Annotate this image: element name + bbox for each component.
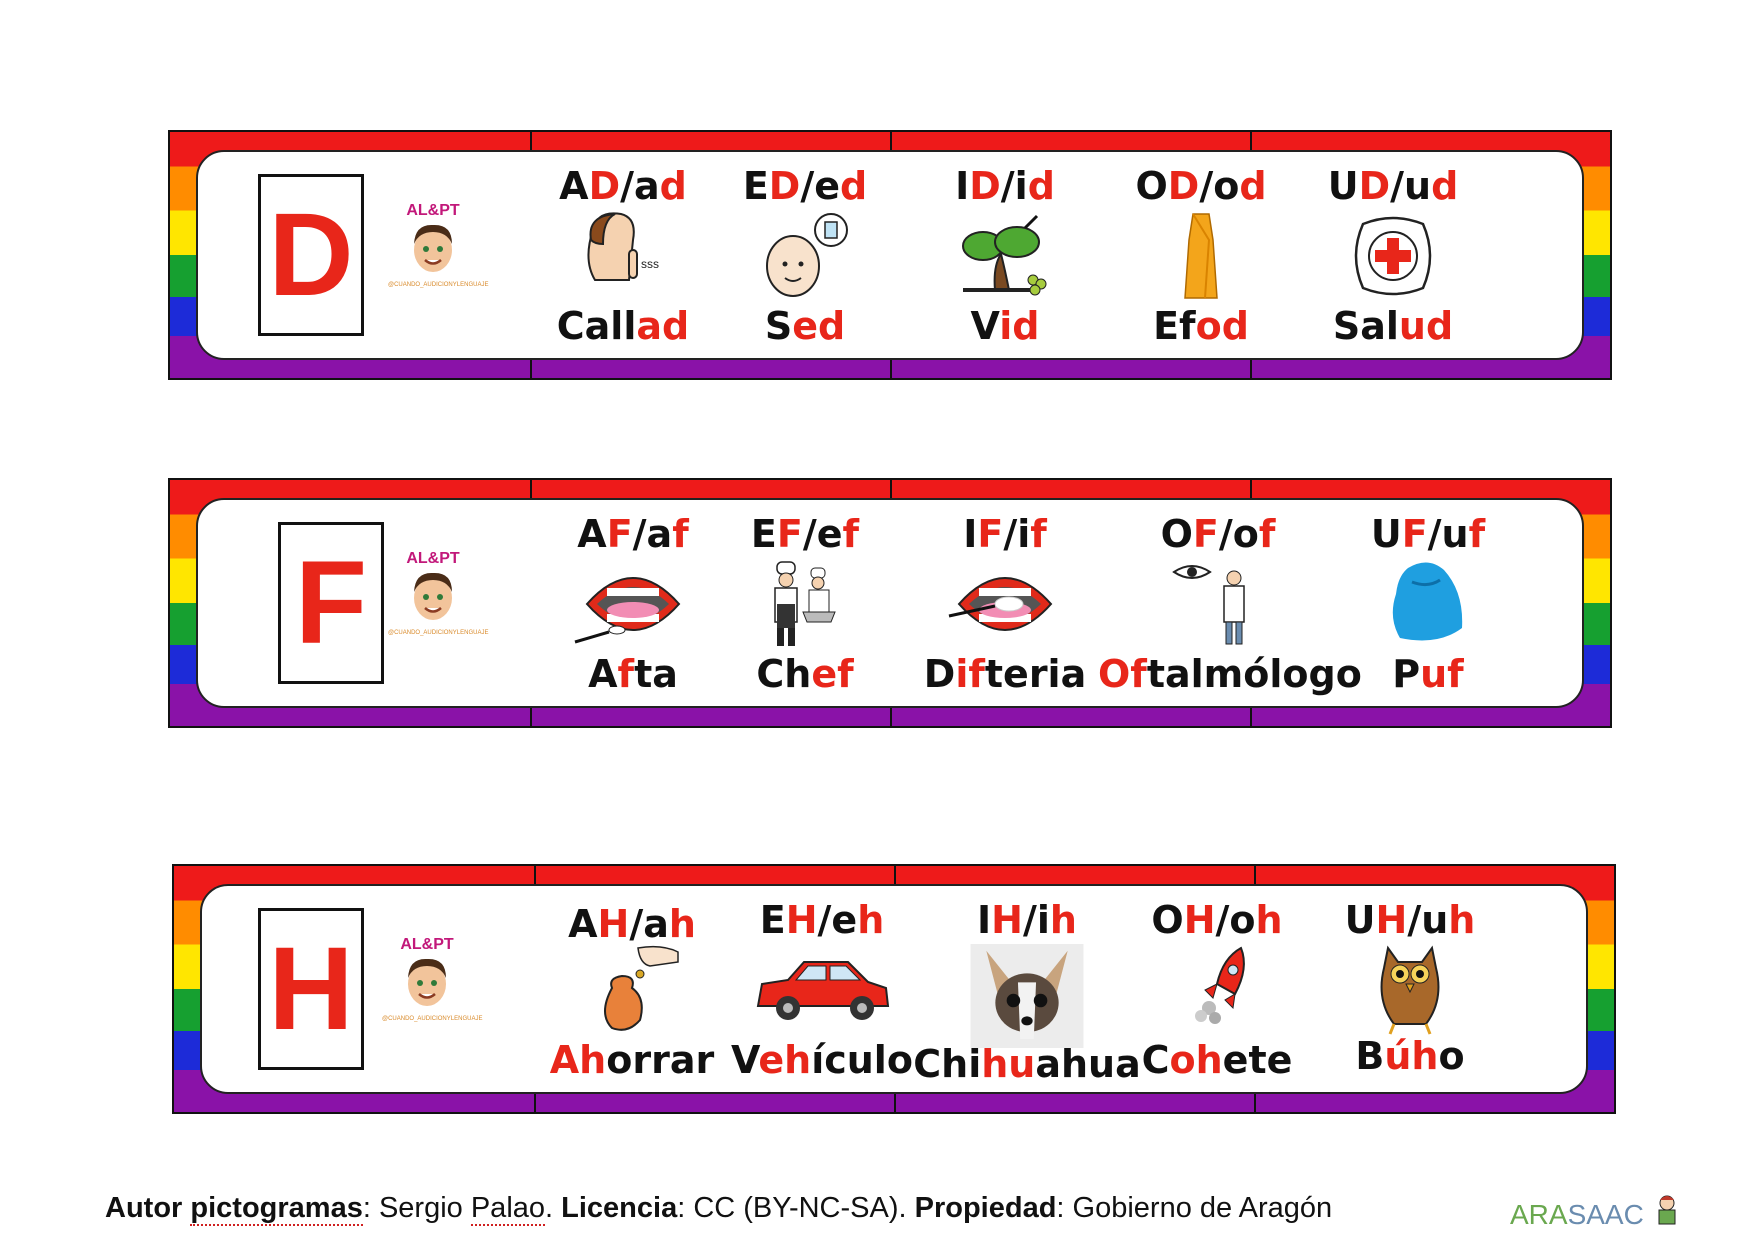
syllable-label: IH/ih <box>977 898 1077 942</box>
autor-label: Autor <box>105 1192 183 1224</box>
arasaac-ara: ARA <box>1510 1199 1568 1230</box>
syllable-cell <box>913 886 1141 1092</box>
autor-name: Palao <box>470 1192 546 1224</box>
alpt-logo <box>388 550 489 650</box>
syllable-label: UH/uh <box>1344 898 1476 942</box>
syllable-cell <box>1303 152 1483 358</box>
word-label: Callad <box>556 304 690 348</box>
car-icon <box>742 944 902 1036</box>
rocket-icon <box>1167 944 1267 1036</box>
word-label: Vehículo <box>731 1038 913 1082</box>
row-strip-f <box>168 478 1612 728</box>
strip-inner-panel <box>200 884 1588 1094</box>
syllable-cell <box>542 886 722 1092</box>
syllable-cell <box>1111 152 1291 358</box>
eye-doctor-icon <box>1168 558 1268 650</box>
word-label: Vid <box>970 304 1040 348</box>
word-label: Puf <box>1392 652 1464 696</box>
syllable-cell <box>915 152 1095 358</box>
alpt-logo <box>382 936 483 1036</box>
letter-box: H <box>258 908 364 1070</box>
logo-handle: @CUANDO_AUDICIONYLENGUAJE <box>382 1016 483 1022</box>
logo-brand: AL&PT <box>406 202 460 219</box>
word-label: Efod <box>1153 304 1249 348</box>
word-label: Salud <box>1332 304 1454 348</box>
syllable-label: AD/ad <box>559 164 687 208</box>
word-label: Sed <box>764 304 846 348</box>
syllable-label: ED/ed <box>742 164 868 208</box>
word-label: Afta <box>588 652 678 696</box>
alpt-logo <box>388 202 489 302</box>
letter-box: F <box>278 522 384 684</box>
avatar-face-icon <box>407 568 459 624</box>
avatar-face-icon <box>407 220 459 276</box>
arasaac-mascot-icon <box>1652 1194 1682 1228</box>
word-label: Oftalmólogo <box>1098 652 1362 696</box>
licencia-value: : CC (BY-NC-SA). <box>677 1192 915 1224</box>
syllable-cell <box>715 500 895 706</box>
syllable-label: AF/af <box>577 512 689 556</box>
propiedad-label: Propiedad <box>914 1192 1057 1224</box>
arasaac-logo <box>1510 1194 1682 1231</box>
credits-footer: Autor pictogramas: Sergio Palao. Licencia: CC (BY-NC-SA). Propiedad: Gobierno de Aragón <box>105 1192 1333 1224</box>
syllable-cell <box>1127 886 1307 1092</box>
beanbag-icon <box>1378 558 1478 650</box>
word-label: Ahorrar <box>549 1038 715 1082</box>
logo-brand: AL&PT <box>406 550 460 567</box>
syllable-cell <box>915 500 1095 706</box>
logo-handle: @CUANDO_AUDICIONYLENGUAJE <box>388 630 489 636</box>
word-label: Chef <box>756 652 854 696</box>
word-label: Cohete <box>1141 1038 1293 1082</box>
word-label: Chihuahua <box>913 1042 1141 1086</box>
mouth-ulcer-icon <box>573 558 693 650</box>
strip-inner-panel <box>196 150 1584 360</box>
word-label: Búho <box>1355 1034 1465 1078</box>
owl-icon <box>1360 944 1460 1036</box>
syllable-label: OH/oh <box>1151 898 1283 942</box>
health-cross-icon <box>1343 210 1443 302</box>
letter-box: D <box>258 174 364 336</box>
row-strip-h <box>172 864 1616 1114</box>
syllable-label: AH/ah <box>568 902 696 946</box>
syllable-label: UF/uf <box>1370 512 1486 556</box>
chef-icon <box>755 558 855 650</box>
propiedad-value: : Gobierno de Aragón <box>1056 1192 1333 1224</box>
arasaac-saac: SAAC <box>1567 1199 1644 1230</box>
syllable-label: OF/of <box>1160 512 1276 556</box>
robe-icon <box>1151 210 1251 302</box>
syllable-cell <box>1098 500 1362 706</box>
svg-text:sss: sss <box>641 257 659 271</box>
row-strip-d <box>168 130 1612 380</box>
avatar-face-icon <box>401 954 453 1010</box>
logo-brand: AL&PT <box>400 936 454 953</box>
grapevine-icon <box>955 210 1055 302</box>
piggy-bank-icon <box>582 944 682 1036</box>
licencia-label: Licencia <box>561 1192 678 1224</box>
syllable-cell <box>1320 886 1500 1092</box>
pictogramas-label: pictogramas <box>190 1192 363 1224</box>
syllable-cell <box>715 152 895 358</box>
syllable-label: EH/eh <box>759 898 885 942</box>
syllable-label: ID/id <box>955 164 1055 208</box>
autor-value: : Sergio <box>362 1192 471 1224</box>
syllable-label: EF/ef <box>750 512 860 556</box>
syllable-cell <box>732 886 912 1092</box>
syllable-label: IF/if <box>963 512 1047 556</box>
mouth-diphtheria-icon <box>945 558 1065 650</box>
syllable-cell <box>1338 500 1518 706</box>
syllable-label: OD/od <box>1135 164 1267 208</box>
thirsty-face-icon <box>755 210 855 302</box>
strip-inner-panel <box>196 498 1584 708</box>
shushing-person-icon <box>573 210 673 302</box>
syllable-label: UD/ud <box>1327 164 1459 208</box>
word-label: Difteria <box>923 652 1087 696</box>
chihuahua-icon <box>967 944 1087 1048</box>
logo-handle: @CUANDO_AUDICIONYLENGUAJE <box>388 282 489 288</box>
